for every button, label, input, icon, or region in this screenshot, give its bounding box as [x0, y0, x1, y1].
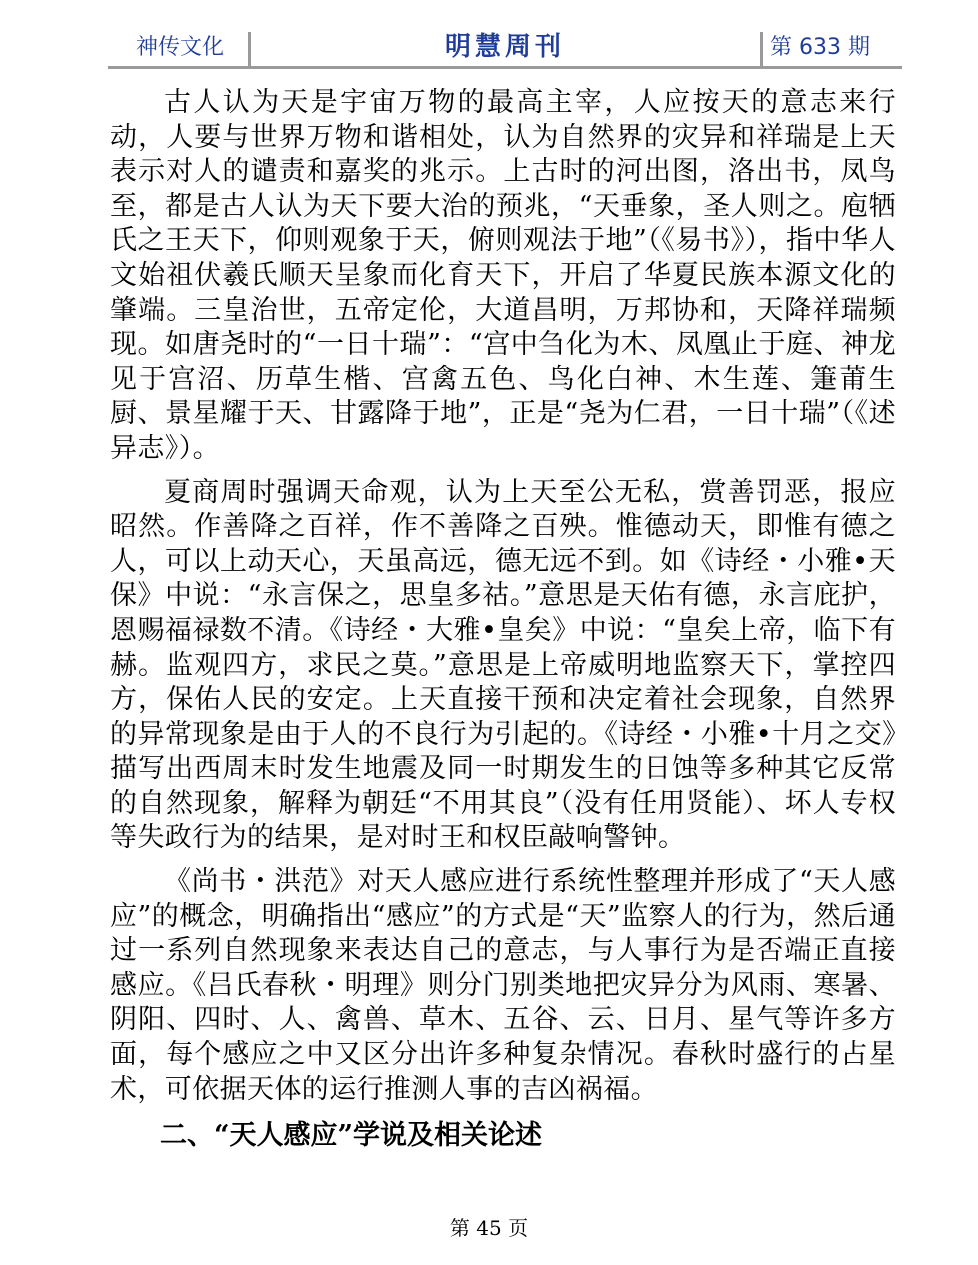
- page-number: 第 45 页: [449, 1216, 529, 1240]
- paragraph: 夏商周时强调天命观，认为上天至公无私，赏善罚恶，报应昭然。作善降之百祥，作不善降之百殃。惟德动天，即惟有德之人，可以上动天心，天虽高远，德无远不到。如《诗经・小雅•天保》中说：“永言保之，思皇多祜。”意思是天佑有德，永言庇护，恩赐福禄数不清。《诗经・大雅•皇矣》中说：“皇矣上帝，临下有赫。监观四方，求民之莫。”意思是上帝威明地监察天下，掌控四方，保佑人民的安定。上天直接干预和决定着社会现象，自然界的异常现象是由于人的不良行为引起的。《诗经・小雅•十月之交》描写出西周末时发生地震及同一时期发生的日蚀等多种其它反常的自然现象，解释为朝廷“不用其良”（没有任用贤能）、坏人专权等失政行为的结果，是对时王和权臣敲响警钟。: [110, 476, 896, 854]
- paragraph: 古人认为天是宇宙万物的最高主宰，人应按天的意志来行动，人要与世界万物和谐相处，认为自然界的灾异和祥瑞是上天表示对人的谴责和嘉奖的兆示。上古时的河出图，洛出书，凤鸟至，都是古人认为天下要大治的预兆，“天垂象，圣人则之。庖牺氏之王天下，仰则观象于天，俯则观法于地”（《易书》），指中华人文始祖伏羲氏顺天呈象而化育天下，开启了华夏民族本源文化的肇端。三皇治世，五帝定伦，大道昌明，万邦协和，天降祥瑞频现。如唐尧时的“一日十瑞”：“宫中刍化为木、凤凰止于庭、神龙见于宫沼、历草生楷、宫禽五色、鸟化白神、木生莲、箑莆生厨、景星耀于天、甘露降于地”，正是“尧为仁君，一日十瑞”（《述异志》）。: [110, 87, 896, 464]
- page-header: [108, 28, 902, 68]
- header-title: 明慧周刊: [444, 32, 565, 62]
- header-divider: [760, 32, 763, 66]
- paragraph: 《尚书・洪范》对天人感应进行系统性整理并形成了“天人感应”的概念，明确指出“感应”的方式是“天”监察人的行为，然后通过一系列自然现象来表达自己的意志，与人事行为是否端正直接感应。《吕氏春秋・明理》则分门别类地把灾异分为风雨、寒暑、阴阳、四时、人、禽兽、草木、五谷、云、日月、星气等许多方面，每个感应之中又区分出许多种复杂情况。春秋时盛行的占星术，可依据天体的运行推测人事的吉凶祸福。: [110, 866, 896, 1105]
- header-rule: [108, 66, 902, 69]
- article-body: [110, 86, 896, 1153]
- section-heading: 二、“天人感应”学说及相关论述: [160, 1120, 543, 1152]
- header-issue: 第 633 期: [770, 35, 870, 60]
- header-category: 神传文化: [136, 35, 225, 60]
